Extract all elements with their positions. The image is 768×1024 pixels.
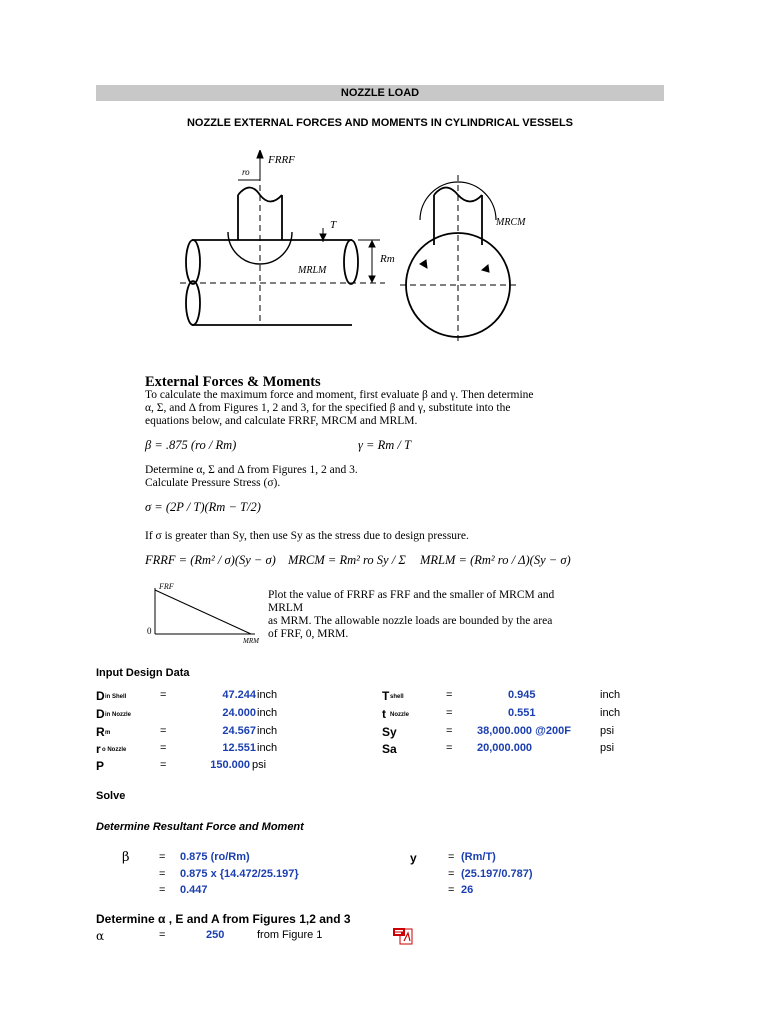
alpha-source: from Figure 1: [257, 929, 323, 941]
allowable-load-graph: [145, 582, 270, 644]
input-unit: psi: [600, 742, 615, 754]
ro-label: ro: [242, 167, 250, 177]
input-value: 0.945: [508, 689, 536, 701]
equals-sign: =: [160, 742, 167, 754]
gamma-equation: γ = Rm / T: [358, 438, 411, 452]
input-row-d-shell: [96, 689, 326, 703]
intro-line: To calculate the maximum force and moment, first evaluate β and γ. Then determine: [145, 389, 534, 401]
input-symbol: P: [96, 759, 105, 773]
intro-line: equations below, and calculate FRRF, MRCM and MRLM.: [145, 415, 418, 427]
input-value: 24.000: [222, 707, 256, 719]
mrlm-label: MRLM: [298, 265, 327, 276]
page-subtitle: NOZZLE EXTERNAL FORCES AND MOMENTS IN CYLINDRICAL VESSELS: [186, 117, 574, 129]
input-symbol: R: [96, 725, 105, 739]
input-unit: psi: [600, 725, 615, 737]
beta-equation: β = .875 (ro / Rm): [145, 438, 237, 452]
input-unit: psi: [252, 759, 267, 771]
if-sigma-line: If σ is greater than Sy, then use Sy as the stress due to design pressure.: [145, 530, 469, 542]
beta-line: 0.875 (ro/Rm): [180, 851, 250, 863]
input-subscript: in Nozzle: [105, 712, 132, 718]
input-unit: inch: [257, 725, 278, 737]
input-value: 12.551: [222, 742, 256, 754]
solve-subheading: Determine Resultant Force and Moment: [96, 821, 304, 833]
input-symbol: Sa: [382, 742, 397, 756]
equals-sign: =: [446, 707, 453, 719]
input-symbol: D: [96, 689, 105, 703]
equals-sign: =: [446, 725, 453, 737]
input-row-p: [96, 759, 326, 773]
equals-sign: =: [160, 759, 167, 771]
mrcm-label: MRCM: [496, 217, 526, 228]
input-unit: inch: [257, 689, 278, 701]
equals-sign: =: [448, 851, 455, 863]
input-symbol: D: [96, 707, 105, 721]
sigma-equation: σ = (2P / T)(Rm − T/2): [145, 500, 261, 514]
input-value: 20,000.000: [477, 742, 533, 754]
determine-heading: Determine α , E and A from Figures 1,2 and 3: [96, 912, 351, 926]
beta-line: 0.447: [180, 884, 208, 896]
input-symbol: T: [382, 689, 390, 703]
equals-sign: =: [160, 725, 167, 737]
input-row-d-nozzle: [96, 707, 326, 721]
frrf-label: FRRF: [268, 154, 295, 166]
nozzle-vessel-figure: [180, 150, 560, 350]
gamma-line: 26: [461, 884, 474, 896]
alpha-value: 250: [206, 929, 225, 941]
beta-line: 0.875 x {14.472/25.197}: [180, 868, 299, 880]
graph-zero-label: 0: [147, 626, 152, 636]
input-heading: Input Design Data: [96, 667, 190, 679]
input-subscript: shell: [390, 694, 404, 700]
input-row-rm: [96, 725, 326, 739]
gamma-line: (Rm/T): [461, 851, 496, 863]
equals-sign: =: [159, 884, 166, 896]
input-unit: inch: [600, 689, 621, 701]
plot-line: of FRF, 0, MRM.: [268, 628, 349, 640]
input-subscript: in Shell: [105, 694, 127, 700]
graph-mrm-label: MRM: [243, 637, 259, 644]
input-row-t-nozzle: [382, 707, 662, 721]
gamma-symbol: y: [410, 851, 417, 865]
input-unit: inch: [257, 707, 278, 719]
input-value: 38,000.000 @200F: [477, 725, 571, 737]
solve-heading: Solve: [96, 790, 126, 802]
equals-sign: =: [448, 868, 455, 880]
t-label: T: [330, 219, 337, 231]
pressure-line: Calculate Pressure Stress (σ).: [145, 477, 281, 489]
graph-frf-label: FRF: [159, 582, 174, 591]
determine-line: Determine α, Σ and Δ from Figures 1, 2 and 3.: [145, 464, 358, 476]
equals-sign: =: [159, 929, 166, 941]
input-row-ro: [96, 742, 326, 756]
section-banner: NOZZLE LOAD: [96, 85, 664, 101]
pdf-icon[interactable]: [392, 927, 418, 945]
mrlm-equation: MRLM = (Rm² ro / Δ)(Sy − σ): [420, 553, 571, 567]
input-subscript: m: [105, 730, 111, 736]
input-row-sy: [382, 725, 662, 739]
input-value: 24.567: [222, 725, 256, 737]
intro-line: α, Σ, and Δ from Figures 1, 2 and 3, for the specified β and γ, substitute into the: [145, 402, 511, 414]
input-value: 0.551: [508, 707, 536, 719]
input-unit: inch: [257, 742, 278, 754]
gamma-line: (25.197/0.787): [461, 868, 533, 880]
external-forces-heading: External Forces & Moments: [145, 374, 321, 390]
beta-symbol: β: [122, 850, 130, 865]
input-unit: inch: [600, 707, 621, 719]
equals-sign: =: [160, 689, 167, 701]
equals-sign: =: [448, 884, 455, 896]
input-symbol: r: [96, 742, 101, 756]
input-symbol: Sy: [382, 725, 397, 739]
rm-label: Rm: [380, 253, 395, 265]
plot-paragraph: [268, 589, 568, 641]
input-value: 150.000: [210, 759, 250, 771]
input-subscript: o Nozzle: [102, 747, 127, 753]
alpha-symbol: α: [96, 929, 105, 943]
equals-sign: =: [446, 742, 453, 754]
input-row-sa: [382, 742, 662, 756]
input-symbol: t: [382, 707, 386, 721]
input-row-t-shell: [382, 689, 662, 703]
mrcm-equation: MRCM = Rm² ro Sy / Σ: [288, 553, 406, 567]
input-subscript: Nozzle: [390, 712, 410, 718]
plot-line: Plot the value of FRRF as FRF and the smaller of MRCM and MRLM: [268, 589, 555, 614]
equals-sign: =: [446, 689, 453, 701]
plot-line: as MRM. The allowable nozzle loads are bounded by the area: [268, 615, 553, 627]
frrf-equation: FRRF = (Rm² / σ)(Sy − σ): [145, 553, 276, 567]
intro-paragraph: [145, 389, 565, 428]
input-value: 47.244: [222, 689, 256, 701]
equals-sign: =: [159, 868, 166, 880]
equals-sign: =: [159, 851, 166, 863]
